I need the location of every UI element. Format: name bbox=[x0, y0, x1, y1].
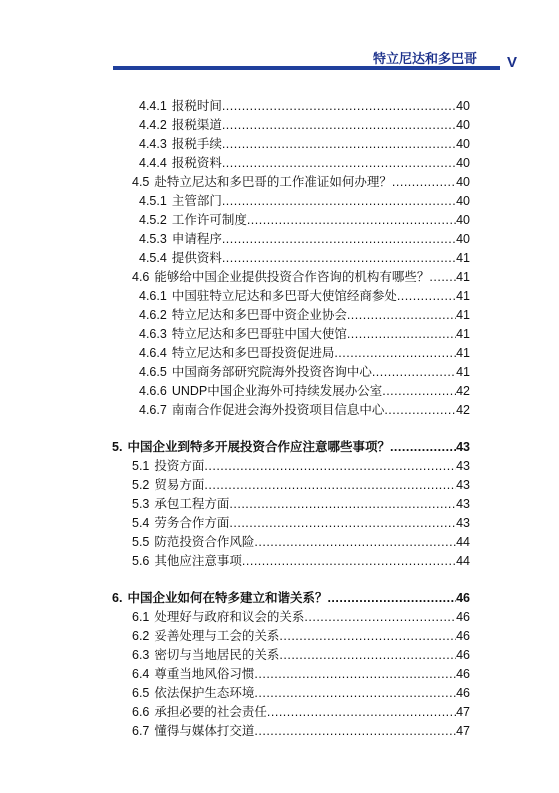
toc-entry[interactable] bbox=[112, 646, 470, 665]
toc-entry-page: 43 bbox=[456, 497, 470, 511]
toc-entry-page: 47 bbox=[456, 724, 470, 738]
toc-leader-dots bbox=[222, 230, 456, 249]
toc-entry-title: 处理好与政府和议会的关系 bbox=[154, 610, 305, 624]
toc-entry-title: 投资方面 bbox=[154, 459, 205, 473]
toc-entry-page: 46 bbox=[456, 667, 470, 681]
toc-entry[interactable] bbox=[112, 703, 470, 722]
toc-leader-dots bbox=[304, 608, 456, 627]
toc-entry-number: 4.5.1 bbox=[139, 194, 167, 208]
toc-entry-number: 6.4 bbox=[132, 667, 150, 681]
toc-leader-dots bbox=[429, 268, 456, 287]
toc-entry-title: 懂得与媒体打交道 bbox=[154, 724, 255, 738]
toc-entry-title: 其他应注意事项 bbox=[154, 554, 242, 568]
toc-entry-page: 43 bbox=[456, 478, 470, 492]
toc-entry-page: 46 bbox=[456, 591, 470, 605]
toc-leader-dots bbox=[222, 116, 456, 135]
toc-leader-dots bbox=[247, 211, 456, 230]
toc-entry[interactable] bbox=[112, 533, 470, 552]
toc-entry[interactable] bbox=[112, 154, 470, 173]
toc-entry-page: 40 bbox=[456, 213, 470, 227]
toc-leader-dots bbox=[222, 135, 456, 154]
toc-entry-title: 能够给中国企业提供投资合作咨询的机构有哪些？ bbox=[154, 270, 430, 284]
toc-entry-title: 贸易方面 bbox=[154, 478, 205, 492]
toc-entry-number: 4.6.1 bbox=[139, 289, 167, 303]
toc-entry-number: 6.7 bbox=[132, 724, 150, 738]
toc-entry[interactable] bbox=[112, 589, 470, 608]
toc-entry[interactable] bbox=[112, 325, 470, 344]
toc-entry-page: 43 bbox=[456, 459, 470, 473]
toc-entry-number: 4.5.2 bbox=[139, 213, 167, 227]
toc-entry-page: 42 bbox=[456, 403, 470, 417]
toc-entry-number: 5.6 bbox=[132, 554, 150, 568]
toc-entry-title: 南南合作促进会海外投资项目信息中心 bbox=[171, 403, 385, 417]
toc-leader-dots bbox=[229, 514, 456, 533]
toc-leader-dots bbox=[334, 344, 456, 363]
toc-entry-page: 47 bbox=[456, 705, 470, 719]
toc-entry[interactable] bbox=[112, 344, 470, 363]
header-rule bbox=[113, 66, 500, 70]
toc-entry-title: 主管部门 bbox=[171, 194, 222, 208]
toc-entry-title: 承担必要的社会责任 bbox=[154, 705, 267, 719]
toc-leader-dots bbox=[382, 382, 456, 401]
toc-entry[interactable] bbox=[112, 514, 470, 533]
section-gap bbox=[112, 571, 470, 589]
toc-entry[interactable] bbox=[112, 249, 470, 268]
toc-leader-dots bbox=[372, 363, 456, 382]
toc-entry[interactable] bbox=[112, 97, 470, 116]
toc-entry[interactable] bbox=[112, 438, 470, 457]
toc-entry-title: 承包工程方面 bbox=[154, 497, 230, 511]
toc-entry-number: 4.6.7 bbox=[139, 403, 167, 417]
toc-entry-page: 41 bbox=[456, 251, 470, 265]
toc-entry[interactable] bbox=[112, 268, 470, 287]
toc-entry-title: 报税时间 bbox=[171, 99, 222, 113]
toc-entry-number: 4.6.6 bbox=[139, 384, 167, 398]
toc-entry-title: 依法保护生态环境 bbox=[154, 686, 255, 700]
toc-entry-title: 中国商务部研究院海外投资咨询中心 bbox=[171, 365, 372, 379]
toc-entry-number: 5. bbox=[112, 440, 123, 454]
toc-entry-page: 43 bbox=[456, 516, 470, 530]
toc-entry-page: 41 bbox=[456, 327, 470, 341]
toc-entry-page: 40 bbox=[456, 175, 470, 189]
toc-entry-title: 尊重当地风俗习惯 bbox=[154, 667, 255, 681]
toc-entry[interactable] bbox=[112, 306, 470, 325]
toc-leader-dots bbox=[392, 173, 456, 192]
toc-entry-title: 特立尼达和多巴哥投资促进局 bbox=[171, 346, 335, 360]
toc-entry-title: 提供资料 bbox=[171, 251, 222, 265]
toc-entry[interactable] bbox=[112, 230, 470, 249]
toc-entry-title: 中国企业如何在特多建立和谐关系？ bbox=[127, 591, 328, 605]
toc-entry-title: 中国企业到特多开展投资合作应注意哪些事项？ bbox=[127, 440, 390, 454]
toc-entry-number: 6.2 bbox=[132, 629, 150, 643]
toc-leader-dots bbox=[397, 287, 456, 306]
table-of-contents bbox=[112, 97, 470, 741]
toc-entry[interactable] bbox=[112, 552, 470, 571]
toc-entry[interactable] bbox=[112, 627, 470, 646]
toc-leader-dots bbox=[222, 192, 456, 211]
toc-entry-number: 4.5.3 bbox=[139, 232, 167, 246]
toc-entry[interactable] bbox=[112, 665, 470, 684]
toc-entry[interactable] bbox=[112, 363, 470, 382]
toc-entry-page: 46 bbox=[456, 629, 470, 643]
toc-entry-page: 43 bbox=[456, 440, 470, 454]
toc-entry-title: 妥善处理与工会的关系 bbox=[154, 629, 280, 643]
toc-entry-number: 4.5.4 bbox=[139, 251, 167, 265]
toc-leader-dots bbox=[279, 627, 456, 646]
toc-entry-number: 5.2 bbox=[132, 478, 150, 492]
toc-leader-dots bbox=[242, 552, 456, 571]
toc-entry[interactable] bbox=[112, 722, 470, 741]
toc-entry-title: 特立尼达和多巴哥中资企业协会 bbox=[171, 308, 347, 322]
toc-entry[interactable] bbox=[112, 116, 470, 135]
toc-entry-number: 5.4 bbox=[132, 516, 150, 530]
page-number-roman: V bbox=[506, 54, 517, 71]
toc-leader-dots bbox=[390, 438, 456, 457]
toc-entry-number: 6. bbox=[112, 591, 123, 605]
toc-entry[interactable] bbox=[112, 608, 470, 627]
toc-entry-number: 4.4.1 bbox=[139, 99, 167, 113]
toc-entry-page: 44 bbox=[456, 535, 470, 549]
toc-leader-dots bbox=[204, 457, 456, 476]
running-header-title: 特立尼达和多巴哥 bbox=[372, 51, 477, 66]
toc-entry-title: 密切与当地居民的关系 bbox=[154, 648, 280, 662]
toc-entry[interactable] bbox=[112, 287, 470, 306]
toc-leader-dots bbox=[327, 589, 456, 608]
toc-leader-dots bbox=[347, 325, 456, 344]
toc-entry-number: 5.5 bbox=[132, 535, 150, 549]
toc-entry[interactable] bbox=[112, 135, 470, 154]
toc-entry[interactable] bbox=[112, 476, 470, 495]
toc-entry-number: 6.5 bbox=[132, 686, 150, 700]
toc-entry-page: 46 bbox=[456, 648, 470, 662]
toc-entry-page: 41 bbox=[456, 289, 470, 303]
toc-entry-number: 4.6.3 bbox=[139, 327, 167, 341]
toc-entry-page: 42 bbox=[456, 384, 470, 398]
toc-entry-page: 40 bbox=[456, 194, 470, 208]
toc-entry-title: UNDP中国企业海外可持续发展办公室 bbox=[171, 384, 383, 398]
toc-entry-number: 4.4.3 bbox=[139, 137, 167, 151]
toc-entry-number: 6.1 bbox=[132, 610, 150, 624]
toc-entry-page: 41 bbox=[456, 308, 470, 322]
section-gap bbox=[112, 420, 470, 438]
toc-entry-page: 40 bbox=[456, 156, 470, 170]
toc-leader-dots bbox=[254, 684, 456, 703]
toc-entry-number: 5.3 bbox=[132, 497, 150, 511]
toc-entry-page: 46 bbox=[456, 686, 470, 700]
toc-entry-number: 4.6.2 bbox=[139, 308, 167, 322]
toc-entry-number: 4.6.4 bbox=[139, 346, 167, 360]
toc-entry-page: 41 bbox=[456, 365, 470, 379]
toc-entry[interactable] bbox=[112, 192, 470, 211]
toc-entry-title: 报税手续 bbox=[171, 137, 222, 151]
toc-entry-number: 4.6.5 bbox=[139, 365, 167, 379]
toc-entry-title: 报税渠道 bbox=[171, 118, 222, 132]
toc-entry-title: 申请程序 bbox=[171, 232, 222, 246]
toc-entry-page: 41 bbox=[456, 346, 470, 360]
toc-leader-dots bbox=[267, 703, 456, 722]
toc-leader-dots bbox=[204, 476, 456, 495]
toc-entry-title: 工作许可制度 bbox=[171, 213, 247, 227]
toc-entry-title: 中国驻特立尼达和多巴哥大使馆经商参处 bbox=[171, 289, 397, 303]
toc-entry-number: 6.3 bbox=[132, 648, 150, 662]
toc-leader-dots bbox=[229, 495, 456, 514]
toc-leader-dots bbox=[222, 97, 456, 116]
toc-entry[interactable] bbox=[112, 495, 470, 514]
toc-entry-page: 41 bbox=[456, 270, 470, 284]
toc-entry-title: 赴特立尼达和多巴哥的工作准证如何办理？ bbox=[154, 175, 392, 189]
toc-entry-page: 46 bbox=[456, 610, 470, 624]
toc-leader-dots bbox=[254, 665, 456, 684]
toc-entry-page: 40 bbox=[456, 99, 470, 113]
toc-leader-dots bbox=[347, 306, 456, 325]
toc-entry[interactable] bbox=[112, 173, 470, 192]
toc-entry-title: 劳务合作方面 bbox=[154, 516, 230, 530]
toc-entry-number: 5.1 bbox=[132, 459, 150, 473]
toc-entry-number: 4.5 bbox=[132, 175, 150, 189]
toc-entry-page: 40 bbox=[456, 118, 470, 132]
toc-entry[interactable] bbox=[112, 457, 470, 476]
toc-entry-number: 4.6 bbox=[132, 270, 150, 284]
toc-entry-title: 报税资料 bbox=[171, 156, 222, 170]
toc-leader-dots bbox=[254, 533, 456, 552]
toc-entry[interactable] bbox=[112, 401, 470, 420]
toc-entry[interactable] bbox=[112, 211, 470, 230]
toc-entry-number: 6.6 bbox=[132, 705, 150, 719]
toc-entry[interactable] bbox=[112, 382, 470, 401]
toc-entry-title: 特立尼达和多巴哥驻中国大使馆 bbox=[171, 327, 347, 341]
toc-leader-dots bbox=[222, 154, 456, 173]
toc-entry-page: 44 bbox=[456, 554, 470, 568]
toc-entry[interactable] bbox=[112, 684, 470, 703]
toc-entry-number: 4.4.2 bbox=[139, 118, 167, 132]
toc-entry-page: 40 bbox=[456, 137, 470, 151]
toc-leader-dots bbox=[222, 249, 456, 268]
toc-leader-dots bbox=[254, 722, 456, 741]
toc-leader-dots bbox=[384, 401, 456, 420]
toc-leader-dots bbox=[279, 646, 456, 665]
toc-entry-number: 4.4.4 bbox=[139, 156, 167, 170]
toc-entry-title: 防范投资合作风险 bbox=[154, 535, 255, 549]
toc-entry-page: 40 bbox=[456, 232, 470, 246]
